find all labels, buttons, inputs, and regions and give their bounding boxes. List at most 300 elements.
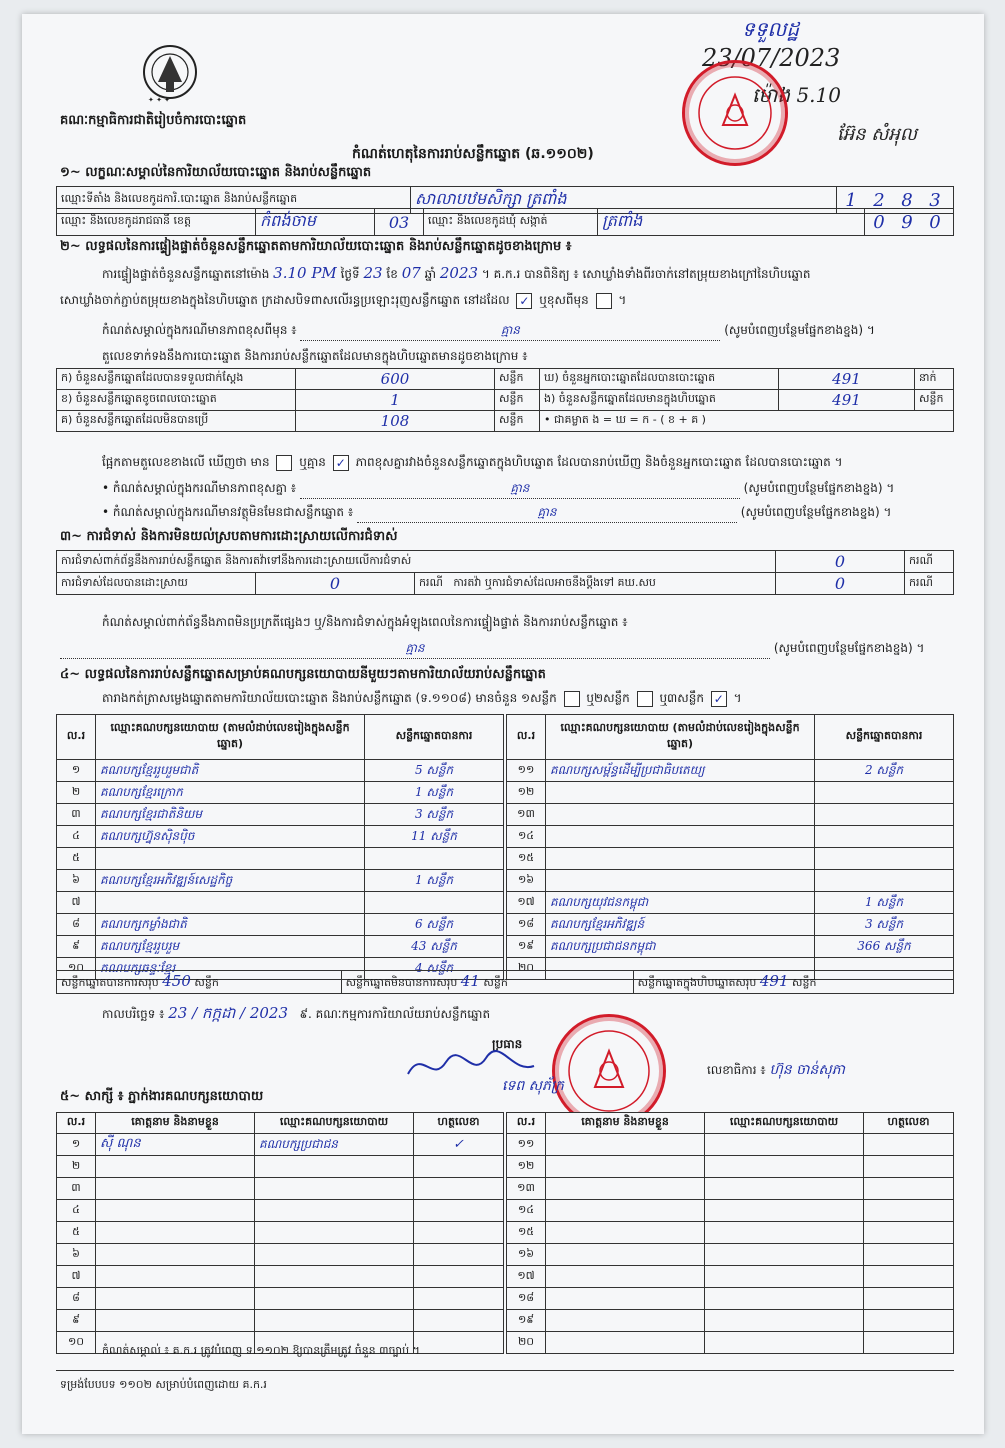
party-name[interactable]: គណបក្សខ្មែរក្រោក: [96, 782, 365, 804]
row-no: ១៣: [507, 1178, 546, 1200]
s4-intro-text: តារាងកត់ត្រាសម្លេងឆ្នោតតាមការិយាល័យបោះឆ្នោត និងរាប់សន្លឹកឆ្នោត (ទ.១១០៨) មានចំនួន ១សន្លឹក: [102, 691, 557, 705]
total-box-label: សន្លឹកឆ្នោតក្នុងហិបឆ្នោតសរុប: [637, 976, 757, 989]
s1-row2-label: ឈ្មោះ និងលេខកូដរាជធានី ខេត្ត: [57, 209, 256, 236]
note2-field[interactable]: [300, 480, 740, 499]
s2-counts-table: [56, 368, 954, 432]
s1-row2-value2[interactable]: ត្រពាំង: [598, 209, 865, 236]
fill-hint: (សូមបំពេញបន្ថែមផ្នែកខាងខ្នង) ។: [743, 481, 895, 495]
s3-row2-value2[interactable]: 0: [776, 573, 905, 595]
code-digit: 9: [901, 211, 913, 233]
footer-text: ទម្រង់បែបបទ ១១០២ សម្រាប់បំពេញដោយ គ.ក.រ: [60, 1378, 267, 1391]
checkbox-icon[interactable]: ✓: [711, 691, 727, 707]
party-name[interactable]: [546, 782, 815, 804]
section1-title: ១~ លក្ខណៈសម្គាល់នៃការិយាល័យបោះឆ្នោត និងរាប់សន្លឹកឆ្នោត: [60, 165, 372, 180]
witness-party[interactable]: [255, 1244, 414, 1266]
witness-party[interactable]: [255, 1200, 414, 1222]
witness-sign[interactable]: [414, 1156, 504, 1178]
unit: សន្លឹក: [194, 976, 219, 989]
compare-a: ផ្អែកតាមតួលេខខាងលើ ឃើញថា មាន: [102, 455, 270, 469]
witness-name[interactable]: [96, 1156, 255, 1178]
party-votes[interactable]: [815, 826, 954, 848]
col-votes: សន្លឹកឆ្នោតបានការ: [365, 715, 504, 760]
s3-row1-label: ការជំទាស់ពាក់ព័ន្ធនឹងការរាប់សន្លឹកឆ្នោត និងការតវ៉ាទៅនឹងការដោះស្រាយលើការជំទាស់: [57, 551, 776, 573]
party-name[interactable]: គណបក្សប្រជាជនកម្ពុជា: [546, 936, 815, 958]
table-row: [507, 760, 954, 782]
witness-table-right: [506, 1112, 954, 1354]
witness-name[interactable]: [546, 1134, 705, 1156]
witness-sign[interactable]: [414, 1222, 504, 1244]
footer-divider: [56, 1370, 954, 1371]
party-votes[interactable]: 4 សន្លឹក: [365, 958, 504, 980]
s3-note-value: គ្មាន: [405, 641, 425, 655]
row-no: ១៧: [507, 892, 546, 914]
row-no: ១៩: [507, 936, 546, 958]
witness-name[interactable]: ស៊ី ណុន: [96, 1134, 255, 1156]
col-no: ល.រ: [507, 715, 546, 760]
verify-year[interactable]: 2023: [439, 264, 479, 282]
unit: សន្លឹក: [483, 976, 508, 989]
s3-table: [56, 550, 954, 595]
section3-title: ៣~ ការជំទាស់ និងការមិនយល់ស្របតាមការដោះស្រាយលើការជំទាស់: [60, 529, 398, 544]
fill-hint: (សូមបំពេញបន្ថែមផ្នែកខាងខ្នង) ។: [773, 641, 925, 655]
party-name[interactable]: [96, 892, 365, 914]
witness-party[interactable]: [255, 1310, 414, 1332]
table-row: [507, 1244, 954, 1266]
party-name[interactable]: [546, 870, 815, 892]
table-row: [507, 1134, 954, 1156]
secretary-label: លេខាធិការ ៖: [707, 1063, 766, 1077]
s2-compare: [102, 454, 962, 472]
row-no: ៣: [57, 1178, 96, 1200]
total-box: [633, 971, 953, 994]
s2-para1-c: ខែ: [386, 267, 398, 281]
party-name[interactable]: [546, 826, 815, 848]
witness-table-left: [56, 1112, 504, 1354]
total-valid-label: សន្លឹកឆ្នោតបានការសរុប: [61, 976, 159, 989]
witness-sign[interactable]: [864, 1244, 954, 1266]
table-row: [57, 892, 504, 914]
table-row: [57, 369, 954, 390]
witness-sign[interactable]: [864, 1332, 954, 1354]
row-no: ១៩: [507, 1310, 546, 1332]
s4-date-row: [102, 1004, 490, 1026]
count-label-d: ឃ) ចំនួនអ្នកបោះឆ្នោតដែលបានបោះឆ្នោត: [540, 369, 779, 390]
col-name: គោត្តនាម និងនាមខ្លួន: [546, 1113, 705, 1134]
party-name[interactable]: គណបក្សខ្មែរអភិវឌ្ឍន៍: [546, 914, 815, 936]
party-votes[interactable]: 366 សន្លឹក: [815, 936, 954, 958]
witness-name[interactable]: [546, 1222, 705, 1244]
party-votes[interactable]: 11 សន្លឹក: [365, 826, 504, 848]
witness-party[interactable]: [255, 1222, 414, 1244]
table-row: [507, 1266, 954, 1288]
table-row: [507, 1156, 954, 1178]
row-no: ១១: [507, 760, 546, 782]
witness-sign[interactable]: [414, 1266, 504, 1288]
party-votes[interactable]: 43 សន្លឹក: [365, 936, 504, 958]
col-sign: ហត្ថលេខា: [864, 1113, 954, 1134]
row-no: ១៧: [507, 1266, 546, 1288]
table-row: [57, 1156, 504, 1178]
party-name[interactable]: [96, 848, 365, 870]
checkbox-icon[interactable]: [637, 691, 653, 707]
s4-opt2: ឬ២សន្លឹក: [586, 691, 630, 705]
witness-party[interactable]: [705, 1178, 864, 1200]
table-row: [57, 782, 504, 804]
note3-value: គ្មាន: [537, 505, 557, 519]
party-name[interactable]: គណបក្សខ្មែរជាតិនិយម: [96, 804, 365, 826]
witness-party[interactable]: [255, 1178, 414, 1200]
witness-name[interactable]: [96, 1310, 255, 1332]
row-no: ១៥: [507, 848, 546, 870]
witness-party[interactable]: [705, 1200, 864, 1222]
table-row: [507, 1200, 954, 1222]
row-no: ១៣: [507, 804, 546, 826]
s2-note1: [102, 322, 962, 341]
witness-name[interactable]: [96, 1222, 255, 1244]
witness-sign[interactable]: [864, 1200, 954, 1222]
form-page: [22, 14, 984, 1434]
count-label-e: ង) ចំនួនសន្លឹកឆ្នោតដែលមានក្នុងហិបឆ្នោត: [540, 390, 779, 411]
witness-sign[interactable]: [414, 1288, 504, 1310]
s4-intro: តារាងកត់ត្រាសម្លេងឆ្នោតតាមការិយាល័យបោះឆ្នោត និងរាប់សន្លឹកឆ្នោត (ទ.១១០៨) មានចំនួន ១សន្លឹក ឬ២សន្លឹក ឬ៣សន្លឹក ✓ ។: [102, 691, 742, 706]
count-unit: សន្លឹក: [915, 390, 954, 411]
hw-time: ម៉ោង 5.10: [752, 83, 841, 107]
note2-label: • កំណត់សម្គាល់ក្នុងករណីមានភាពខុសគ្នា ៖: [102, 481, 297, 495]
row-no: ២០: [507, 1332, 546, 1354]
table-row: [507, 870, 954, 892]
witness-name[interactable]: [546, 1156, 705, 1178]
verify-day[interactable]: 23: [363, 264, 383, 282]
s2-para1-d: ឆ្នាំ: [424, 267, 437, 281]
witness-party[interactable]: [705, 1222, 864, 1244]
party-name[interactable]: [546, 804, 815, 826]
s3-unit: ករណី: [905, 573, 954, 595]
party-votes[interactable]: [815, 782, 954, 804]
s3-row1-value[interactable]: 0: [776, 551, 905, 573]
row-no: ៧: [57, 892, 96, 914]
committee-label: ៩. គណៈកម្មការការិយាល័យរាប់សន្លឹកឆ្នោត: [299, 1007, 491, 1021]
s3-row2-value[interactable]: 0: [256, 573, 415, 595]
col-no: ល.រ: [57, 715, 96, 760]
s1-row1-label: ឈ្មោះទីតាំង និងលេខកូដការិ.បោះឆ្នោត និងរាប់សន្លឹកឆ្នោត: [57, 187, 411, 214]
table-row: [507, 1332, 954, 1354]
total-valid-value[interactable]: 450: [162, 972, 191, 990]
witness-sign[interactable]: [414, 1310, 504, 1332]
official-seal-icon: [552, 1014, 666, 1128]
witness-party[interactable]: [255, 1266, 414, 1288]
table-row: [507, 804, 954, 826]
witness-sign[interactable]: [414, 1244, 504, 1266]
checkbox-icon[interactable]: [276, 455, 292, 471]
s3-note-field[interactable]: [60, 640, 770, 659]
witness-party[interactable]: [705, 1156, 864, 1178]
witness-sign[interactable]: [864, 1266, 954, 1288]
row-no: ៥: [57, 848, 96, 870]
party-votes[interactable]: [815, 848, 954, 870]
hw-sign-name: អ៊ែន សំអុល: [837, 124, 917, 145]
code-digit: 3: [929, 189, 941, 211]
witness-sign[interactable]: [414, 1200, 504, 1222]
checkbox-icon[interactable]: [564, 691, 580, 707]
party-votes[interactable]: 1 សន្លឹក: [815, 892, 954, 914]
doc-title: កំណត់ហេតុនៃការរាប់សន្លឹកឆ្នោត (ឆ.១១០២): [352, 146, 594, 162]
witness-sign[interactable]: [864, 1178, 954, 1200]
hw-date: 23/07/2023: [702, 44, 841, 72]
witness-sign[interactable]: [864, 1222, 954, 1244]
party-name[interactable]: គណបក្សខ្មែររួបរួមជាតិ: [96, 760, 365, 782]
count-unit: សន្លឹក: [495, 411, 540, 432]
col-party: ឈ្មោះគណបក្សនយោបាយ (តាមលំដាប់លេខរៀងក្នុងសន្លឹកឆ្នោត): [546, 715, 815, 760]
col-no: ល.រ: [57, 1113, 96, 1134]
row-no: ៣: [57, 804, 96, 826]
party-votes[interactable]: 2 សន្លឹក: [815, 760, 954, 782]
s2-para1-a: ការផ្ទៀងផ្ទាត់ចំនួនសន្លឹកឆ្នោតនៅម៉ោង: [102, 267, 270, 281]
witness-sign[interactable]: [864, 1288, 954, 1310]
s3-unit: ករណី: [905, 551, 954, 573]
count-label-b: ខ) ចំនួនសន្លឹកឆ្នោតខូចពេលបោះឆ្នោត: [57, 390, 296, 411]
table-row: [57, 848, 504, 870]
s1-row2-code[interactable]: 03: [375, 209, 424, 236]
table-row: [57, 1310, 504, 1332]
witness-name[interactable]: [96, 1200, 255, 1222]
col-party: ឈ្មោះគណបក្សនយោបាយ (តាមលំដាប់លេខរៀងក្នុងសន្លឹកឆ្នោត): [96, 715, 365, 760]
row-no: ៤: [57, 1200, 96, 1222]
official-seal-icon: [682, 60, 788, 166]
chair-name: ទេព សុភ័ក្រ: [502, 1078, 564, 1094]
checkbox-icon[interactable]: [596, 293, 612, 309]
chair-label: ប្រធាន: [492, 1037, 523, 1051]
witness-party[interactable]: [255, 1288, 414, 1310]
table-row: [507, 914, 954, 936]
s3-row2-label2: [415, 573, 776, 595]
party-name[interactable]: គណបក្សឆន្ទៈខ្មែរ: [96, 958, 365, 980]
count-unit: សន្លឹក: [495, 390, 540, 411]
party-name[interactable]: គណបក្សយុវជនកម្ពុជា: [546, 892, 815, 914]
total-invalid-value[interactable]: 41: [460, 972, 480, 990]
row-no: ១៤: [507, 826, 546, 848]
witness-party[interactable]: [705, 1310, 864, 1332]
table-row: [57, 1244, 504, 1266]
witness-name[interactable]: [96, 1266, 255, 1288]
witness-party[interactable]: គណបក្សប្រជាជន: [255, 1134, 414, 1156]
party-votes[interactable]: [365, 848, 504, 870]
svg-text:✦ ✦ ✦: ✦ ✦ ✦: [148, 96, 171, 104]
compare-b: ភាពខុសគ្នារវាងចំនួនសន្លឹកឆ្នោតក្នុងហិបឆ្នោត ដែលបានរាប់ឃើញ និងចំនួនអ្នកបោះឆ្នោត ដែលបានបោះឆ្នោត ។: [355, 455, 843, 469]
row-no: ១២: [507, 782, 546, 804]
count-unit: នាក់: [915, 369, 954, 390]
witness-name[interactable]: [546, 1178, 705, 1200]
s2-para2-opt: ឬខុសពីមុន: [539, 293, 589, 307]
code-digit: 0: [929, 211, 941, 233]
row-no: ៩: [57, 1310, 96, 1332]
count-unit: សន្លឹក: [495, 369, 540, 390]
witness-name[interactable]: [546, 1200, 705, 1222]
table-row: [57, 1266, 504, 1288]
count-value-e[interactable]: 491: [779, 390, 915, 411]
witness-party[interactable]: [705, 1266, 864, 1288]
s1-row2-digits[interactable]: [865, 209, 954, 236]
s2-para2: សោឃ្លាំងចាក់ភ្ជាប់តម្រុយខាងក្នុងនៃហិបឆ្នោត ក្រដាសបិទពាសលើរន្ធប្រឡោះរុញសន្លឹកឆ្នោត នៅដដែល ✓ ឬខុសពីមុន ។: [60, 293, 627, 308]
votes-table-right: [506, 714, 954, 980]
witness-name[interactable]: [546, 1332, 705, 1354]
row-no: ៤: [57, 826, 96, 848]
s2-para1: [102, 264, 962, 284]
table-row: [507, 1178, 954, 1200]
row-no: ១: [57, 760, 96, 782]
table-row: [507, 848, 954, 870]
formula: • ជាគម្លាត ង = ឃ = ក - ( ខ + គ ): [540, 411, 954, 432]
row-no: ១១: [507, 1134, 546, 1156]
s2-para1-e: ។ គ.ក.រ បានពិនិត្យ ៖ សោឃ្លាំងទាំងពីរចាក់នៅតម្រុយខាងក្រៅនៃហិបឆ្នោត: [481, 267, 811, 281]
table-row: [57, 1134, 504, 1156]
table-row: [507, 1288, 954, 1310]
witness-name[interactable]: [546, 1288, 705, 1310]
code-digit: 1: [845, 189, 857, 211]
table-row: [57, 936, 504, 958]
col-sign: ហត្ថលេខា: [414, 1113, 504, 1134]
note2-value: គ្មាន: [510, 481, 530, 495]
s4-totals: [56, 970, 954, 994]
row-no: ១: [57, 1134, 96, 1156]
total-invalid: [341, 971, 633, 994]
count-value-c[interactable]: 108: [296, 411, 495, 432]
row-no: ១០: [57, 958, 96, 980]
table-row: [57, 1178, 504, 1200]
row-no: ៦: [57, 870, 96, 892]
party-name[interactable]: [546, 848, 815, 870]
votes-table-left: [56, 714, 504, 980]
section2-title: ២~ លទ្ធផលនៃការផ្ទៀងផ្ទាត់ចំនួនសន្លឹកឆ្នោតតាមការិយាល័យបោះឆ្នោត និងរាប់សន្លឹកឆ្នោតដូចខាងក្រោម ៖: [60, 239, 572, 254]
checkbox-icon[interactable]: ✓: [516, 293, 532, 309]
fill-hint: (សូមបំពេញបន្ថែមផ្នែកខាងខ្នង) ។: [724, 323, 875, 337]
party-name[interactable]: គណបក្សហ្វ៊ុនស៊ិនប៉ិច: [96, 826, 365, 848]
witness-party[interactable]: [705, 1244, 864, 1266]
party-votes[interactable]: 1 សន្លឹក: [365, 870, 504, 892]
count-value-d[interactable]: 491: [779, 369, 915, 390]
row-no: ១០: [57, 1332, 96, 1354]
table-row: [57, 390, 954, 411]
party-votes[interactable]: 3 សន្លឹក: [815, 914, 954, 936]
table-row: [507, 826, 954, 848]
row-no: ៩: [57, 936, 96, 958]
witness-name[interactable]: [546, 1244, 705, 1266]
witness-party[interactable]: [255, 1156, 414, 1178]
note3-field[interactable]: [357, 504, 737, 523]
party-name[interactable]: គណបក្សខ្មែរអភិវឌ្ឍន៍សេដ្ឋកិច្ច: [96, 870, 365, 892]
table-row: [57, 1222, 504, 1244]
note3-label: • កំណត់សម្គាល់ក្នុងករណីមានវត្ថុមិនមែនជាសន្លឹកឆ្នោត ៖: [102, 505, 354, 519]
row-no: ៨: [57, 914, 96, 936]
count-label-c: គ) ចំនួនសន្លឹកឆ្នោតដែលមិនបានប្រើ: [57, 411, 296, 432]
witness-sign[interactable]: ✓: [414, 1134, 504, 1156]
witness-sign[interactable]: [414, 1178, 504, 1200]
party-votes[interactable]: 5 សន្លឹក: [365, 760, 504, 782]
table-row: [57, 826, 504, 848]
row-no: ១៦: [507, 1244, 546, 1266]
table-row: [57, 411, 954, 432]
s3-note-label: កំណត់សម្គាល់ពាក់ព័ន្ធនឹងភាពមិនប្រក្រតីផ្សេងៗ ឬ/និងការជំទាស់ក្នុងអំឡុងពេលនៃការផ្ទៀងផ្ទាត់ និងការរាប់សន្លឹកឆ្នោត ៖: [102, 615, 628, 629]
party-votes[interactable]: [815, 804, 954, 826]
row-no: ២០: [507, 958, 546, 980]
s3-note: [60, 640, 960, 659]
date-label: កាលបរិច្ឆេទ ៖: [102, 1007, 165, 1021]
party-votes[interactable]: [365, 892, 504, 914]
checkbox-icon[interactable]: ✓: [333, 455, 349, 471]
hw-top-note: ទទួលដ្ឋ: [742, 17, 800, 41]
verify-month[interactable]: 07: [401, 264, 421, 282]
witness-name[interactable]: [546, 1266, 705, 1288]
row-no: ៦: [57, 1244, 96, 1266]
witness-name[interactable]: [546, 1310, 705, 1332]
table-row: [57, 870, 504, 892]
witness-sign[interactable]: [864, 1310, 954, 1332]
row-no: ២: [57, 782, 96, 804]
s2-intro-table: តួលេខទាក់ទងនឹងការបោះឆ្នោត និងការរាប់សន្លឹកឆ្នោតដែលមានក្នុងហិបឆ្នោតមានដូចខាងក្រោម ៖: [102, 349, 528, 363]
section1-table-row2: [56, 208, 954, 236]
col-party: ឈ្មោះគណបក្សនយោបាយ: [705, 1113, 864, 1134]
code-digit: 2: [873, 189, 885, 211]
note1-value: គ្មាន: [500, 323, 520, 337]
row-no: ១៦: [507, 870, 546, 892]
count-value-a[interactable]: 600: [296, 369, 495, 390]
witness-party[interactable]: [705, 1332, 864, 1354]
party-votes[interactable]: 3 សន្លឹក: [365, 804, 504, 826]
s1-row2-value[interactable]: កំពង់ចាម: [256, 209, 375, 236]
s3-row2-label2-text: ការតវ៉ា ឬការជំទាស់ដែលអាចនឹងប្តឹងទៅ គឃ.សប: [453, 575, 656, 589]
party-votes[interactable]: 6 សន្លឹក: [365, 914, 504, 936]
compare-opt: ឬគ្មាន: [299, 455, 326, 469]
s3-unit-inline: ករណី: [419, 575, 443, 589]
secretary-name[interactable]: ហ៊ុន ចាន់សុភា: [769, 1062, 845, 1078]
row-no: ១៥: [507, 1222, 546, 1244]
witness-name[interactable]: [96, 1244, 255, 1266]
s1-row2-label2: ឈ្មោះ និងលេខកូដឃុំ សង្កាត់: [424, 209, 598, 236]
s2-note2: [102, 480, 962, 499]
witness-sign[interactable]: [864, 1134, 954, 1156]
note1-field[interactable]: [300, 322, 720, 341]
table-row: [57, 804, 504, 826]
witness-name[interactable]: [96, 1178, 255, 1200]
witness-party[interactable]: [705, 1134, 864, 1156]
table-row: [57, 914, 504, 936]
witness-sign[interactable]: [414, 1332, 504, 1354]
table-row: [57, 551, 954, 573]
party-name[interactable]: គណបក្សសម្ព័ន្ធដើម្បីប្រជាធិបតេយ្យ: [546, 760, 815, 782]
witness-sign[interactable]: [864, 1156, 954, 1178]
s2-note3: [102, 504, 962, 523]
date-value[interactable]: 23 / កក្កដា / 2023: [168, 1004, 289, 1022]
table-row: [57, 1200, 504, 1222]
table-row: [507, 1222, 954, 1244]
total-invalid-label: សន្លឹកឆ្នោតមិនបានការសរុប: [345, 976, 458, 989]
col-no: ល.រ: [507, 1113, 546, 1134]
secretary-row: [707, 1060, 845, 1081]
party-votes[interactable]: [815, 870, 954, 892]
party-votes[interactable]: 1 សន្លឹក: [365, 782, 504, 804]
witness-name[interactable]: [96, 1288, 255, 1310]
col-party: ឈ្មោះគណបក្សនយោបាយ: [255, 1113, 414, 1134]
s1-row1-value[interactable]: សាលាបឋមសិក្សា ត្រពាំង: [411, 187, 837, 214]
witness-party[interactable]: [705, 1288, 864, 1310]
col-votes: សន្លឹកឆ្នោតបានការ: [815, 715, 954, 760]
verify-time[interactable]: 3.10 PM: [273, 264, 337, 282]
party-name[interactable]: គណបក្សខ្មែររួបរួម: [96, 936, 365, 958]
total-box-value[interactable]: 491: [759, 972, 789, 990]
count-value-b[interactable]: 1: [296, 390, 495, 411]
fill-hint: (សូមបំពេញបន្ថែមផ្នែកខាងខ្នង) ។: [740, 505, 892, 519]
party-name[interactable]: គណបក្សកម្លាំងជាតិ: [96, 914, 365, 936]
row-no: ៧: [57, 1266, 96, 1288]
